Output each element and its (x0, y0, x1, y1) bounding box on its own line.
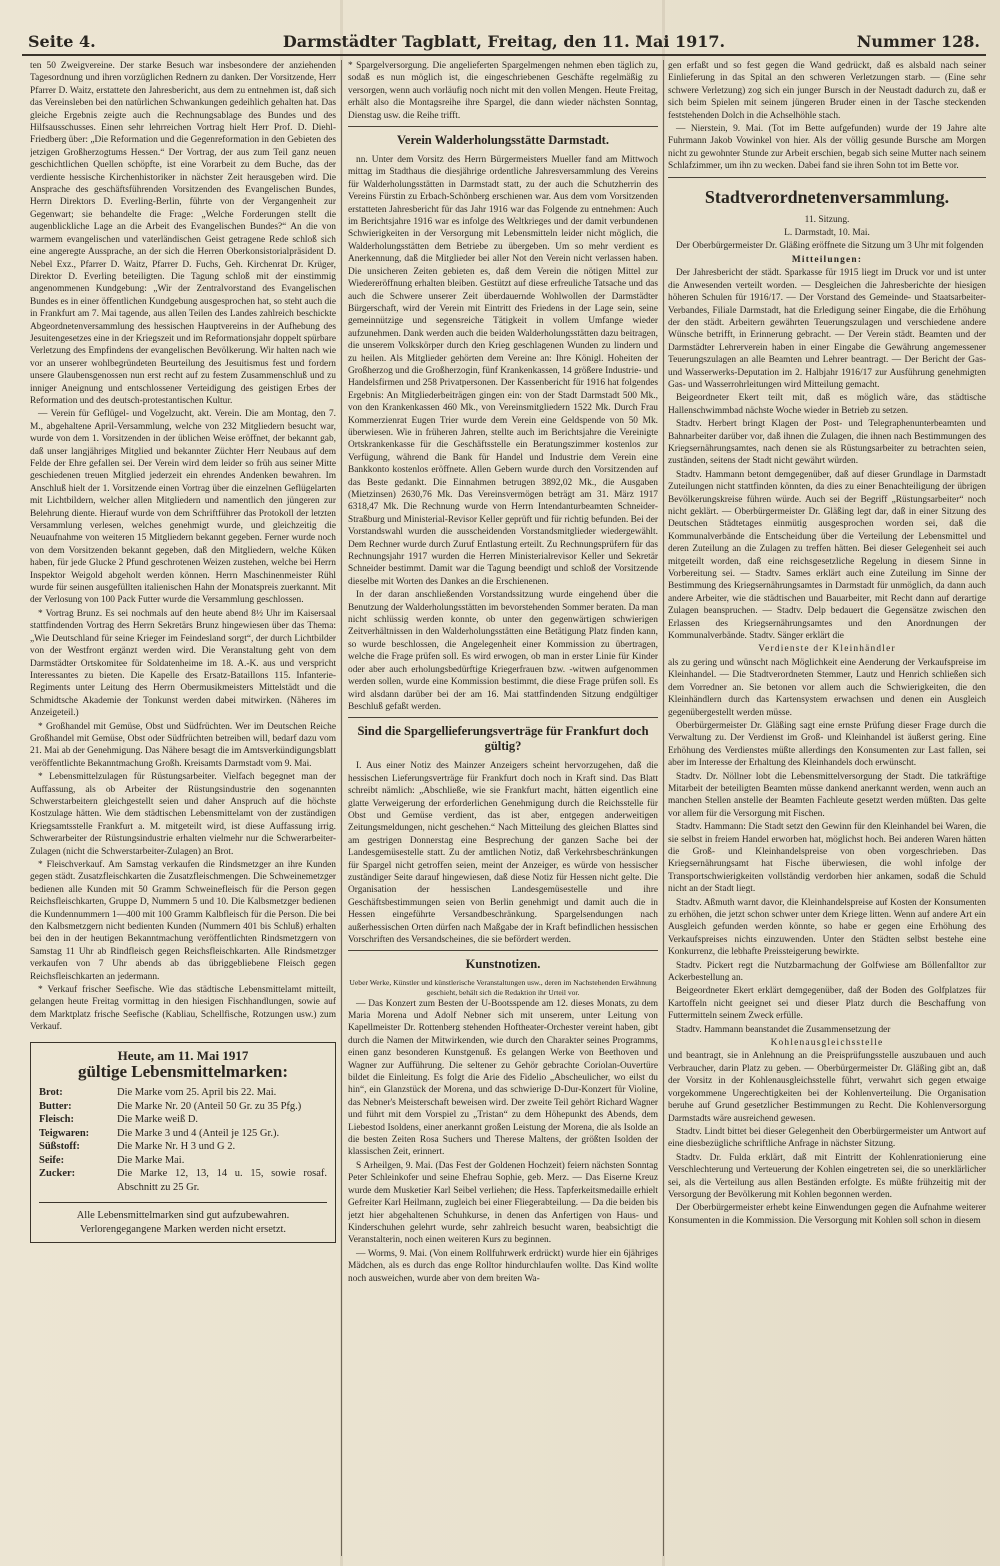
issue-number: Nummer 128. (856, 32, 980, 51)
report-para: als zu gering und wünscht nach Möglichkeit eine Aenderung der Verkaufspreise im Kleinhandel. — Die Stadtverordneten Stemmer, Lautz und Henrich schließen sich dem Vorredner an. Sie betonen vor allem auch die Schwierigkeiten, die den Kleinhändlern durch das Kartensystem erwachsen und denen ein Ausgleich gegenübergestellt werden müsse. (668, 657, 986, 718)
box-title-date: Heute, am 11. Mai 1917 (117, 1047, 249, 1063)
divider (348, 717, 658, 718)
article-lebensmittelzulagen: * Lebensmittelzulagen für Rüstungsarbeiter. Vielfach begegnet man der Auffassung, als ob Arbeiter der Rüstungsindustrie den sogenannten Schwerstarbeitern gleichgestellt seien und daher Anspruch auf die höchste Kostzulage hätten. Wie dem städtischen Lebensmittelamt von der zuständigen Kriegsamtsstelle Frankfurt a. M. mitgeteilt wird, ist diese Auffassung irrig. Schwerarbeiter der Rüstungsindustrie erhalten vielmehr nur die Schwerarbeiter-Zulagen (nicht die Schwerstarbeiter-Zulagen) an Brot. (30, 772, 336, 857)
ration-row: Süßstoff: Die Marke Nr. H 3 und G 2. (39, 1141, 236, 1153)
article-arheilgen: S Arheilgen, 9. Mai. (Das Fest der Goldenen Hochzeit) feiern nächsten Sonntag Peter Schleinkofer und seine Ehefrau Sophie, geb. Merz. — Das Eiserne Kreuz wurde dem Musketier Karl Seibel verliehen; die Hess. Tapferkeitsmedaille erhielt Gefreiter Karl Heilmann, zugleich bei einer Fliegerabteilung. — Da die beiden bis jetzt hier abgehaltenen Schuhkurse, in denen das Anfertigen von Haus- und Kinderschuhen gelehrt wurde, sehr zahlreich besucht waren, beabsichtigt die Veranstalterin, noch einen weiteren Kurs zu beginnen. (348, 1160, 658, 1246)
article-seefische: * Verkauf frischer Seefische. Wie das städtische Lebensmittelamt mitteilt, gelangen heute Freitag vormittag in den hiesigen Fischhandlungen, sowie auf dem Marktplatz frische Seefische (Kabliau, Schellfische, Rotzungen usw.) zum Verkauf. (30, 985, 336, 1033)
headline-spargelvertraege: Sind die Spargellieferungsverträge für Frankfurt doch gültig? (357, 724, 649, 754)
ration-row: Fleisch: Die Marke weiß D. (39, 1114, 199, 1126)
article-vortrag-brunz: * Vortrag Brunz. Es sei nochmals auf den heute abend 8½ Uhr im Kaisersaal stattfindenden Vortrag des Herrn Sekretärs Brunz hingewiesen über das Thema: „Wie Deutschland für seine Krieger im Feindesland sorgt“, der durch Lichtbilder von der Westfront ergänzt werden wird. Die Veranstaltung geht von dem Darmstädter Ortskomitee für Soldatenheime im 18. A.-K. aus und verspricht Interessantes zu bieten. Die Kapelle des Ersatz-Bataillons 115. Infanterie-Regiments unter Leitung des Herrn Obermusikmeisters Mittelstädt und die Schmidtsche Akademie der Tonkunst werden dabei mitwirken. (Näheres im Anzeigeteil.) (30, 608, 336, 719)
masthead-line: Darmstädter Tagblatt, Freitag, den 11. Mai 1917. (282, 32, 726, 51)
report-para: Der Oberbürgermeister erhebt keine Einwendungen gegen die Aufnahme weiterer Konsumenten in die Kommission. Die Versorgung mit Kohlen soll schon in diesem (668, 1203, 986, 1226)
divider (348, 950, 658, 951)
article-walderholung-cont: In der daran anschließenden Vorstandssitzung wurde eingehend über die Benutzung der Walderholungsstätten im bevorstehenden Sommer beraten. Da man nicht schlüssig werden konnte, ob unter den gegenwärtigen schwierigen Zeitverhältnissen in den Walderholungsstätten eine Betätigung Platz finden kann, so wurde beschlossen, die Angelegenheit einer Kommission zu übertragen, welche die Frage prüfen soll. Es wird erwogen, ob man in erster Linie für Kinder oder aber auch erholungsbedürftige Kriegerfrauen bzw. -witwen aufgenommen werden sollen, wurde eine Kommission bestimmt, die diese Frage prüfen soll. Es wird alsdann darüber bei der am 16. Mai stattfindenden Sitzung endgültiger Beschluß gefaßt werden. (348, 590, 658, 712)
dateline: L. Darmstadt, 10. Mai. (784, 228, 870, 239)
article-nierstein: — Nierstein, 9. Mai. (Tot im Bette aufgefunden) wurde der 19 Jahre alte Fuhrmann Jakob Vowinkel von hier. Als der völlig gesunde Bursche am Morgen nicht zu gewohnter Stunde zur Arbeit erschien, begab sich seine Mutter nach seinem Schlafzimmer, um ihn zu wecken. Dabei fand sie ihren Sohn tot im Bette vor. (668, 124, 986, 172)
article-konzert: — Das Konzert zum Besten der U-Bootsspende am 12. dieses Monats, zu dem Maria Morena und Adolf Nebner sich mit unserem, unter Leitung von Kapellmeister Dr. Rottenberg stehenden Hoftheater-Orchester vereint haben, gibt durch die Namen der Mitwirkenden, wie durch den Charakter seines Programms, einen ganz besonderen Kunstgenuß. Es gelangen Werke von Beethoven und Wagner zur Aufführung. Die seltener zu Gehör gebrachte Coriolan-Ouvertüre bildet die Einleitung. Es folgt die Arie des Fidelio „Abscheulicher, wo eilst du hin“, ein Glanzstück der Morena, und das schwierige D-Dur-Konzert für Violine, das Nebner's Meisterschaft beweisen wird. Der zweite Teil gehört Richard Wagner und führt mit dem Vorspiel zu „Tristan“ zu dem Höhepunkt des Abends, dem Liebestod Isoldens, einer anerkannt großen Leistung der Morena, die als Isolde an die besten Zeiten Rosa Suchers und Therese Maltens, der größten Isolden der klassischen Zeit, erinnert. (348, 998, 658, 1158)
headline-stadtverordneten: Stadtverordnetenversammlung. (704, 186, 950, 207)
report-para: Beigeordneter Ekert erklärt demgegenüber, daß der Boden des Golfplatzes für Kartoffeln nicht geeignet sei und dieser Platz durch die Beschaffung von Futtermitteln seinem Zweck erfülle. (668, 986, 986, 1022)
divider (668, 177, 986, 178)
article-evangelischer-bund: ten 50 Zweigvereine. Der starke Besuch war insbesondere der anziehenden Tagesordnung und ihren vorzüglichen Rednern zu danken. Der Vorsitzende, Herr Pfarrer D. Waitz, erstattete den Jahresbericht, aus dem zu entnehmen ist, daß sich das Vereinsleben bei den natürlichen Schwankungen gedeihlich gehalten hat. Das gleiche Ergebnis zeigte auch die Rechnungsablage des Bundes und des Hilfsausschusses. Einen sehr lehrreichen Vortrag hielt Herr Prof. D. Diehl-Friedberg über: „Die Reformation und die Gegenreformation in den Gebieten des jetzigen Großherzogtums Hessen.“ Der Vortrag, der aus zum Teil ganz neuen geschichtlichen Quellen schöpfte, ist eine Vorarbeit zu dem Buche, das der verdiente hessische Kirchenhistoriker in nächster Zeit herausgeben wird. Die Ansprache des geschäftsführenden Vorsitzenden des Evangelischen Bundes, Herrn Direktors D. Everling-Berlin, führte von der Vergangenheit zur Gegenwart; sie behandelte die Frage: „Welche Forderungen stellt die augenblickliche Lage an die Arbeit des Evangelischen Bundes?“ An die von warmem evangelischen und vaterländischen Geist getragene Rede schloß sich eine angeregte Aussprache, an der sich die Herren Oberkonsistorialpräsident D. Nebel Exz., Pfarrer D. Waitz, Pfarrer D. Fuchs, Geh. Kirchenrat Dr. Krüger, Direktor D. Everling beteiligten. Die Tagung schloß mit der einstimmig angenommenen Kundgebung: „Wir der Zentralvorstand des Evangelischen Bundes es in einer öffentlichen Kundgebung ausgesprochen hat, so steht auch die in Frankfurt am 7. Mai tagende, aus allen Teilen des Landes zahlreich beschickte Abgeordnetenversammlung des hessischen Hauptvereins in der Aufhebung des Jesuitengesetzes eine in der Kriegszeit und im Reformationsjahr doppelt spürbare Verletzung des Empfindens der evangelischen Bevölkerung. Wir halten nach wie vor an unserer wohlbegründeten Beurteilung des Jesuitismus fest und fordern unsere Glaubensgenossen nun erst recht auf zu festem Zusammenschluß und zu inniger Aneignung und entschlossener Verteidigung des geistigen Erbes der Reformation und des deutsch-protestantischen Kultur. (30, 61, 336, 406)
box-footer: Alle Lebensmittelmarken sind gut aufzubewahren. Verlorengegangene Marken werden nicht ersetzt. (39, 1202, 327, 1236)
column-rule (341, 60, 342, 1556)
kunst-disclaimer: Ueber Werke, Künstler und künstlerische Veranstaltungen usw., deren im Nachstehenden Erwähnung geschieht, behält sich die Redaktion ihr Urteil vor. (349, 978, 657, 997)
divider (348, 126, 658, 127)
article-worms-cont: gen erfaßt und so fest gegen die Wand gedrückt, daß es alsbald nach seiner Einlieferung in das Spital an den schweren Verletzungen starb. — (Eine sehr schwere Verletzung) zog sich ein junger Bursch in der Neustadt dadurch zu, daß er sich beim Spielen mit seinem jüngeren Bruder einen in der Tasche steckenden feststehenden Dolch in die Achselhöhle stach. (668, 61, 986, 121)
ration-card-box (30, 1042, 336, 1244)
report-para: und beantragt, sie in Anlehnung an die Preisprüfungsstelle auszubauen und auch Verbraucher, darin Platz zu geben. — Oberbürgermeister Dr. Gläßing gibt an, daß der Vorsitz in der Kohlenausgleichsstelle führt, verwahrt sich gegen etwaige vorgekommene Ungerechtigkeiten bei der Kohlenverteilung. Die Organisation beruhe auf Grund gesetzlicher Bestimmungen zu Recht. Die Kohlenversorgung Darmstadts wäre ausreichend gewesen. (668, 1051, 986, 1124)
article-gefluegelverein: — Verein für Geflügel- und Vogelzucht, akt. Verein. Die am Montag, den 7. M., abgehaltene April-Versammlung, welche von 232 Mitgliedern besucht war, wurde von dem 1. Vorsitzenden in der üblichen Weise eröffnet, der bekannt gab, daß unser langjähriges Mitglied und bekannter Züchter Herr Neubaus auf dem Felde der Ehre gefallen sei. Der Verein wird dem leider so früh aus seiner Mitte geschiedenen treuen Mitglied jederzeit ein ehrendes Andenken bewahren. Im Anschluß hielt der 1. Vorsitzende einen Vortrag über die einzelnen Geflügelarten mit Lichtbildern, welcher allen Mitgliedern und namentlich den jüngeren zur Belehrung diente. Hierauf wurde von dem Schriftführer das Protokoll der letzten Versammlung verlesen, welches genehmigt wurde, und gleichzeitig die Neuaufnahme von weiteren 15 Mitgliedern bekannt gegeben. Ferner wurde noch von dem Vorsitzenden bekannt gegeben, daß den Mitgliedern, welche Küken haben, für jede Glucke 2 Pfund geschrotenen Weizen zustehen, welche bei Herrn Inspektor Weigold abgeholt werden können. Herrn Maschinenmeister Rühl wurde für seinen ausgefüllten italienischen Hahn der Monatspreis zuerkannt. Mit der Verlosung von 100 Pack Futter wurde die Versammlung geschlossen. (30, 409, 336, 606)
report-para: Stadtv. Dr. Nöllner lobt die Lebensmittelversorgung der Stadt. Die tatkräftige Mitarbeit der beteiligten Beamten müsse dankend anerkannt werden, wenn auch an manchen Stellen anstelle der Beamten Fachleute gesetzt werden müßten. Das gelte vor allem für die Versorgung mit Fischen. (668, 771, 986, 819)
column-3 (668, 60, 986, 1556)
report-para: Stadtv. Hammann: Die Stadt setzt den Gewinn für den Kleinhandel bei Waren, die sie selbst in freiem Handel erworben hat, möglichst hoch. Bei anderen Waren hätten die Groß- und Kleinhandelspreise von oben vorgeschrieben. Das Kriegsernährungsamt hat Fische überwiesen, die wohl infolge der Transportschwierigkeiten vollständig verdorben hier ankamen, sodaß die Schuld nicht an der Stadt liegt. (668, 822, 986, 895)
page-header (22, 30, 986, 56)
box-title: gültige Lebensmittelmarken: (77, 1062, 289, 1082)
column-2 (348, 60, 658, 1556)
article-worms: — Worms, 9. Mai. (Von einem Rollfuhrwerk erdrückt) wurde hier ein 6jähriges Mädchen, als es durch das enge Rolltor hindurchlaufen wollte. Das Kind wollte noch ausweichen, wurde aber von dem breiten Wa- (348, 1248, 658, 1284)
ration-row: Seife: Die Marke Mai. (39, 1154, 185, 1166)
report-para: Stadtv. Hammann beanstandet die Zusammensetzung der (676, 1024, 891, 1035)
report-para: Stadtv. Hammann betont demgegenüber, daß auf dieser Grundlage in Darmstadt Zuteilungen nicht stattfinden könnten, da dies zu einer Benachteiligung der übrigen Bevölkerungskreise führen würde. Auch sei der Begriff „Rüstungsarbeiter“ noch nicht geklärt. — Oberbürgermeister Dr. Gläßing legt dar, daß in einer Sitzung des Deutschen Städtetages einmütig ausgesprochen worden sei, daß die Kommunalverbände die Entscheidung über die Verteilung der Lebensmittel und deren Zuteilung an die Zulagen zu treffen hätten. Bei dieser Gelegenheit sei auch mitgeteilt worden, daß eine reichsgesetzliche Regelung in diesem Sinne in Vorbereitung sei. — Stadtv. Sames erklärt auch eine Zuteilung im Sinne der Bestimmung des Kriegsernährungsamtes in Darmstadt für unmöglich, da dann auch andere Arbeiter, wie die städtischen und Bauarbeiter, mit Recht dann auf derartige Zulagen beanspruchen. — Stadtv. Delp bedauert die Gegensätze zwischen den Erlassen des Kriegsernährungsamtes und den Anordnungen der Kommunalverbände. Stadtv. Sänger erklärt die (668, 469, 986, 642)
report-para: Stadtv. Lindt bittet bei dieser Gelegenheit den Oberbürgermeister um Antwort auf eine diesbezügliche schriftliche Anfrage in nächster Sitzung. (668, 1126, 986, 1150)
session-opening: Der Oberbürgermeister Dr. Gläßing eröffnete die Sitzung um 3 Uhr mit folgenden (676, 241, 984, 252)
session-number: 11. Sitzung. (804, 214, 850, 225)
article-grosshandel: * Großhandel mit Gemüse, Obst und Südfrüchten. Wer im Deutschen Reiche Großhandel mit Gemüse, Obst oder Südfrüchten betreiben will, bedarf dazu vom 21. Mai ab der Genehmigung. Das Nähere besagt die im Amtsverkündigungsblatt veröffentlichte Bekanntmachung Großh. Kreisamts Darmstadt vom 9. Mai. (30, 721, 336, 769)
ration-row: Zucker: Die Marke 12, 13, 14 u. 15, sowie rosaf. Abschnitt zu 25 Gr. (39, 1168, 327, 1193)
report-para: Oberbürgermeister Dr. Gläßing sagt eine ernste Prüfung dieser Frage durch die Verwaltung zu. Der Verdienst im Groß- und Kleinhandel ist äußerst gering. Eine Erhöhung des Verdienstes müßte allerdings den Konsumenten zur Last fallen, sei aber im Interesse der Erhaltung des Kleinhandels doch erwünscht. (668, 720, 986, 769)
article-spargelversorgung: * Spargelversorgung. Die angelieferten Spargelmengen nehmen eben täglich zu, sodaß es nun möglich ist, die eingeschriebenen Geschäfte regelmäßig zu versorgen, wenn auch vorläufig noch nicht mit den vollen Mengen. Heute Freitag, erhält also die Montagsreihe ihre Spargel, die dann wieder nächsten Sonntag, Dienstag usw. die Reihe trifft. (348, 61, 658, 121)
article-spargelvertraege: I. Aus einer Notiz des Mainzer Anzeigers scheint hervorzugehen, daß die hessischen Lieferungsverträge für Frankfurt doch noch in Kraft sind. Das Blatt schreibt nämlich: „Abschließe, wie sie Frankfurt macht, hätten eigentlich eine glatte Verweigerung der erforderlichen Genehmigung durch die Reichsstelle für Obst und Gemüse verdient, das ist aber, entgegen anderweitigen Zeitungsmeldungen, nicht geschehen.“ Nach Mitteilung des gleichen Blattes sind am gestrigen Donnerstag eine Besprechung der ganzen Sache bei der Landesgemüsestelle statt. Zu der amtlichen Notiz, daß Verkehrsbeschränkungen für Spargel nicht getroffen seien, meint der Anzeiger, es würde von hessischer zuständiger Seite darauf hingewiesen, daß diese Notiz für Hessen nicht gelte. Die Organisation der hessischen Landesgemüsestelle und ihre Geschäftsbestimmungen seien von Berlin genehmigt und damit auch die in Hessen eingeführte Versandbeschränkung. Spargelsendungen nach außerhessischen Orten dürfen nach Maßgabe der in Kraft befindlichen hessischen Vorschriften des Versandscheines, die sie befördert werden. (348, 761, 658, 945)
article-walderholung: nn. Unter dem Vorsitz des Herrn Bürgermeisters Mueller fand am Mittwoch mittag im Stadthaus die diesjährige ordentliche Jahresversammlung des Vereins für Walderholungsstätten in Darmstadt statt, zu der auch die Schutzherrin des Vereins Fürstin zu Erbach-Schönberg erschienen war. Aus dem vom Vorsitzenden erstatteten Jahresbericht für das Jahr 1916 war das Folgende zu entnehmen: Auch im Berichtsjahre 1916 war es infolge des Weltkrieges und der damit verbundenen Schwierigkeiten in der Versorgung mit Lebensmitteln leider nicht möglich, die Walderholungsstätten dem Betriebe zu übergeben. Um so mehr verdient es Anerkennung, daß die Mitglieder bei aller Not den Verein nicht verlassen haben. Die unsicheren Zeiten gebieten es, daß dem Verein die nötigen Mittel zur Wiedereröffnung erhalten bleiben. Gestützt auf diese erfreuliche Tatsache und das auch die Schwere unserer Zeit überdauernde Wohlwollen der Darmstädter Bürgerschaft, wird der Verein mit Eintritt des Friedens in der Lage sein, seine gemeinnützige und segensreiche Tätigkeit in vollem Umfange wieder aufzunehmen. Dank werden auch die beiden Walderholungsstätten dazu beitragen, die unserem Volkskörper durch den Krieg geschlagenen Wunden zu lindern und zu heilen. Als Mitglieder gehörten dem Vereine an: Ihre Königl. Hoheiten der Großherzog und die Großherzogin, fünf Krankenkassen, 14 größere Industrie- und Handelsfirmen und 258 Privatpersonen. Der Kassenbericht für 1916 hat folgendes Ergebnis: An Mitgliederbeiträgen gingen ein: von der Stadt Darmstadt 500 Mk., von den Krankenkassen 460 Mk., von Vereinsmitgliedern 1522 Mk. Durch Frau Kommerzienrat Eugen Trier wurde dem Verein eine Geldspende von 50 Mk. überwiesen. Wie in früheren Jahren, stellte auch im Berichtsjahre die Vereinigte Ortskrankenkasse für die Geschäftsstelle ein Beratungszimmer kostenlos zur Verfügung, während die Bank für Handel und Industrie dem Verein eine Bankkonto kostenlos eröffnete. Allen Gebern wurde durch den Vorsitzenden auf das Beste gedankt. Die Einnahmen betrugen 3892,02 Mk., die Ausgaben (Mietzinsen) 2630,76 Mk. Das Vereinsvermögen beträgt am 31. März 1917 6318,47 Mk. Die Rechnung wurde von Herrn Intendanturbeamten Schneider-Straßburg und Ministerial-Revisor Keller geprüft und für richtig befunden. Bei der Vorstandswahl wurden die ausscheidenden Vorstandsmitglieder wiedergewählt. Dem Rechner wurde durch Zuruf Entlastung erteilt. Zu Rechnungsprüfern für das Rechnungsjahr 1917 wurden die Herren Ministerialrevisor Keller und Sekretär Schneider bestimmt. Damit war die Tagung beendigt und schloß der Vorsitzende dieselbe mit Worten des Dankes an die Erschienenen. (348, 155, 658, 587)
headline-walderholung: Verein Walderholungsstätte Darmstadt. (397, 133, 609, 148)
article-fleischverkauf: * Fleischverkauf. Am Samstag verkaufen die Rindsmetzger an ihre Kunden gegen städt. Zusatzfleischkarten die Zusatzfleischmengen. Die Schweinemetzger bedienen alle Kunden mit 50 Gramm Schweinefleisch für die Person gegen Reichsfleischkarten, Gruppe D, Nummern 5 und 10. Die Kalbsmetzger bedienen die Kundennummern 1—400 mit 100 Gramm Kalbfleisch für die Person. Die bei den Kalbsmetzgern nicht bedienten Kunden (Nummern 401 bis Schluß) erhalten bei den in der heutigen Bekanntmachung veröffentlichten Rindsmetzgern von Samstag 11 Uhr ab Rindfleisch gegen Reichsfleischkarten. Alle Rindsmetzger verkaufen von 7 Uhr abends ab das übriggebliebene Fleisch gegen Reichsfleischkarten an jedermann. (30, 860, 336, 982)
column-1 (30, 60, 336, 1556)
subhead-kohlenausgleich: Kohlenausgleichsstelle (770, 1038, 884, 1049)
ration-row: Brot: Die Marke vom 25. April bis 22. Mai. (39, 1087, 277, 1099)
ration-row: Butter: Die Marke Nr. 20 (Anteil 50 Gr. zu 35 Pfg.) (39, 1100, 302, 1112)
column-rule (663, 60, 664, 1556)
subhead-kleinhaendler: Verdienste der Kleinhändler (758, 644, 896, 655)
report-para: Stadtv. Dr. Fulda erklärt, daß mit Eintritt der Kohlenrationierung eine Verschlechterung und Verteuerung der Kohlen eingetreten sei, die so unerklärlicher sei, als die Verteilung aus allen Beständen erfolgte. Es müßte frühzeitig mit der Versorgung der Bevölkerung mit Kohlen begonnen werden. (668, 1152, 986, 1200)
headline-kunstnotizen: Kunstnotizen. (465, 957, 541, 972)
report-para: Stadtv. Herbert bringt Klagen der Post- und Telegraphenunterbeamten und Bahnarbeiter darüber vor, daß ihnen die Zulagen, die ihnen nach Bestimmungen des Kriegsernährungsamtes, nach denen sie als Rüstungsarbeiter zu betrachten seien, zuständen, seitens der Stadt nicht gewährt würden. (668, 419, 986, 467)
subhead-mitteilungen: Mitteilungen: (791, 254, 863, 265)
report-para: Stadtv. Pickert regt die Nutzbarmachung der Golfwiese am Böllenfalltor zur Ackerbestellung an. (668, 960, 986, 984)
ration-row: Teigwaren: Die Marke 3 und 4 (Anteil je 125 Gr.). (39, 1127, 280, 1139)
report-para: Der Jahresbericht der städt. Sparkasse für 1915 liegt im Druck vor und ist unter die Anwesenden verteilt worden. — Desgleichen die Jahresberichte der hiesigen höheren Schulen für 1916/17. — Der Vorstand des Gemeinde- und Staatsarbeiter-Verbandes, Filiale Darmstadt, hat die Erledigung seiner Eingabe, die die Erhöhung der den städt. Arbeitern gewährten Teuerungszulagen und verschiedene andere Wünsche betrifft, in Erinnerung gebracht. — Der Verein städt. Beamten und der Darmstädter Lehrerverein haben in einer Eingabe die Gewährung angemessener Teuerungszulagen an alle Beamten und Lehrer beantragt. — Der Bericht der Gas- und Wasserwerks-Deputation im 2. Halbjahr 1916/17 zur Ausführung genehmigten Gas- und Wasserrohrleitungen wird Mitteilung gemacht. (668, 268, 986, 390)
report-para: Stadtv. Aßmuth warnt davor, die Kleinhandelspreise auf Kosten der Konsumenten zu erhöhen, die jetzt schon schwer unter dem Kriege litten. Wenn auf andere Art ein Ausgleich gefunden werden könnte, so habe er gegen eine Erhöhung des Verkaufspreises nichts einzuwenden. Unter den Städten selbst bestehe eine Konkurrenz, die lebhafte Preissteigerung bewirkte. (668, 897, 986, 958)
page-number: Seite 4. (28, 32, 96, 51)
report-para: Beigeordneter Ekert teilt mit, daß es möglich wäre, das städtische Hallenschwimmbad nächste Woche wieder in Betrieb zu setzen. (668, 393, 986, 416)
